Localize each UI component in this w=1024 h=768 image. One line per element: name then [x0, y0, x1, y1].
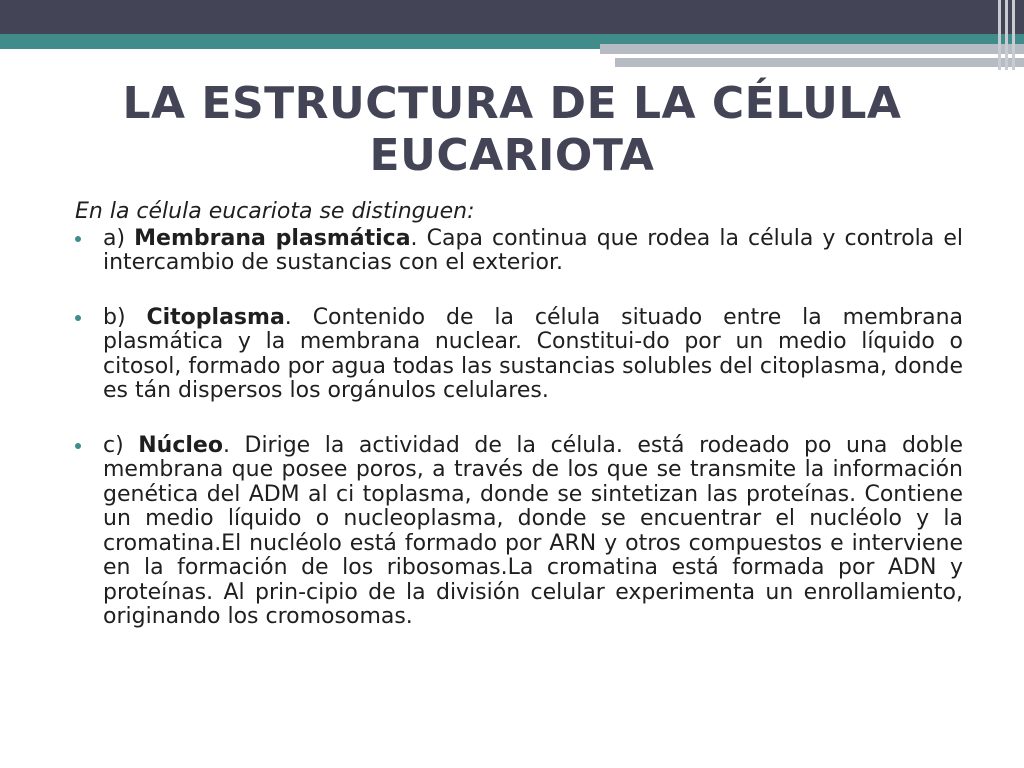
bullet-item [75, 434, 963, 630]
bullet-icon [75, 315, 81, 321]
header-stripe [600, 44, 1024, 54]
bullet-text: . Capa continua que rodea la célula y controla el intercambio de sustancias con el exterior. [103, 225, 963, 275]
bullet-term: Núcleo [138, 432, 223, 458]
bullet-prefix: c) [103, 432, 139, 458]
bullet-icon [75, 443, 81, 449]
header-stripe [615, 58, 1024, 67]
bullet-item [75, 227, 963, 276]
header-accent-bar-right [615, 34, 1024, 44]
header-line [610, 54, 950, 56]
header-rail [998, 0, 1001, 70]
bullet-prefix: b) [103, 304, 147, 330]
header-accent-bar [0, 34, 615, 49]
bullet-term: Citoplasma [146, 304, 285, 330]
header-band [0, 0, 1024, 34]
bullet-item [75, 306, 963, 404]
bullet-text: . Contenido de la célula situado entre la membrana plasmática y la membrana nuclear. Constitui-do por un medio líquido o citosol, formado por agua todas las sustancias solubles del citoplasma, donde es tán dispersos los orgánulos celulares. [103, 304, 963, 403]
header-rail [1012, 0, 1015, 70]
bullet-text: . Dirige la actividad de la célula. está rodeado po una doble membrana que posee poros, a través de los que se transmite la información genética del ADM al ci toplasma, donde se sintetizan las proteínas. Contiene un medio líquido o nucleoplasma, donde se encuentrar el nucléolo y la cromatina.El nucléolo está formado por ARN y otros compuestos e interviene en la formación de los ribosomas.La cromatina está formada por ADN y proteínas. Al prin-cipio de la división celular experimenta un enrollamiento, originando los cromosomas. [103, 432, 964, 629]
bullet-prefix: a) [103, 225, 135, 251]
slide-content [75, 200, 963, 630]
bullet-term: Membrana plasmática [134, 225, 411, 251]
header-rail [1005, 0, 1008, 70]
slide-title: LA ESTRUCTURA DE LA CÉLULA EUCARIOTA [122, 78, 902, 181]
bullet-icon [75, 236, 81, 242]
intro-text: En la célula eucariota se distinguen: [75, 199, 475, 224]
